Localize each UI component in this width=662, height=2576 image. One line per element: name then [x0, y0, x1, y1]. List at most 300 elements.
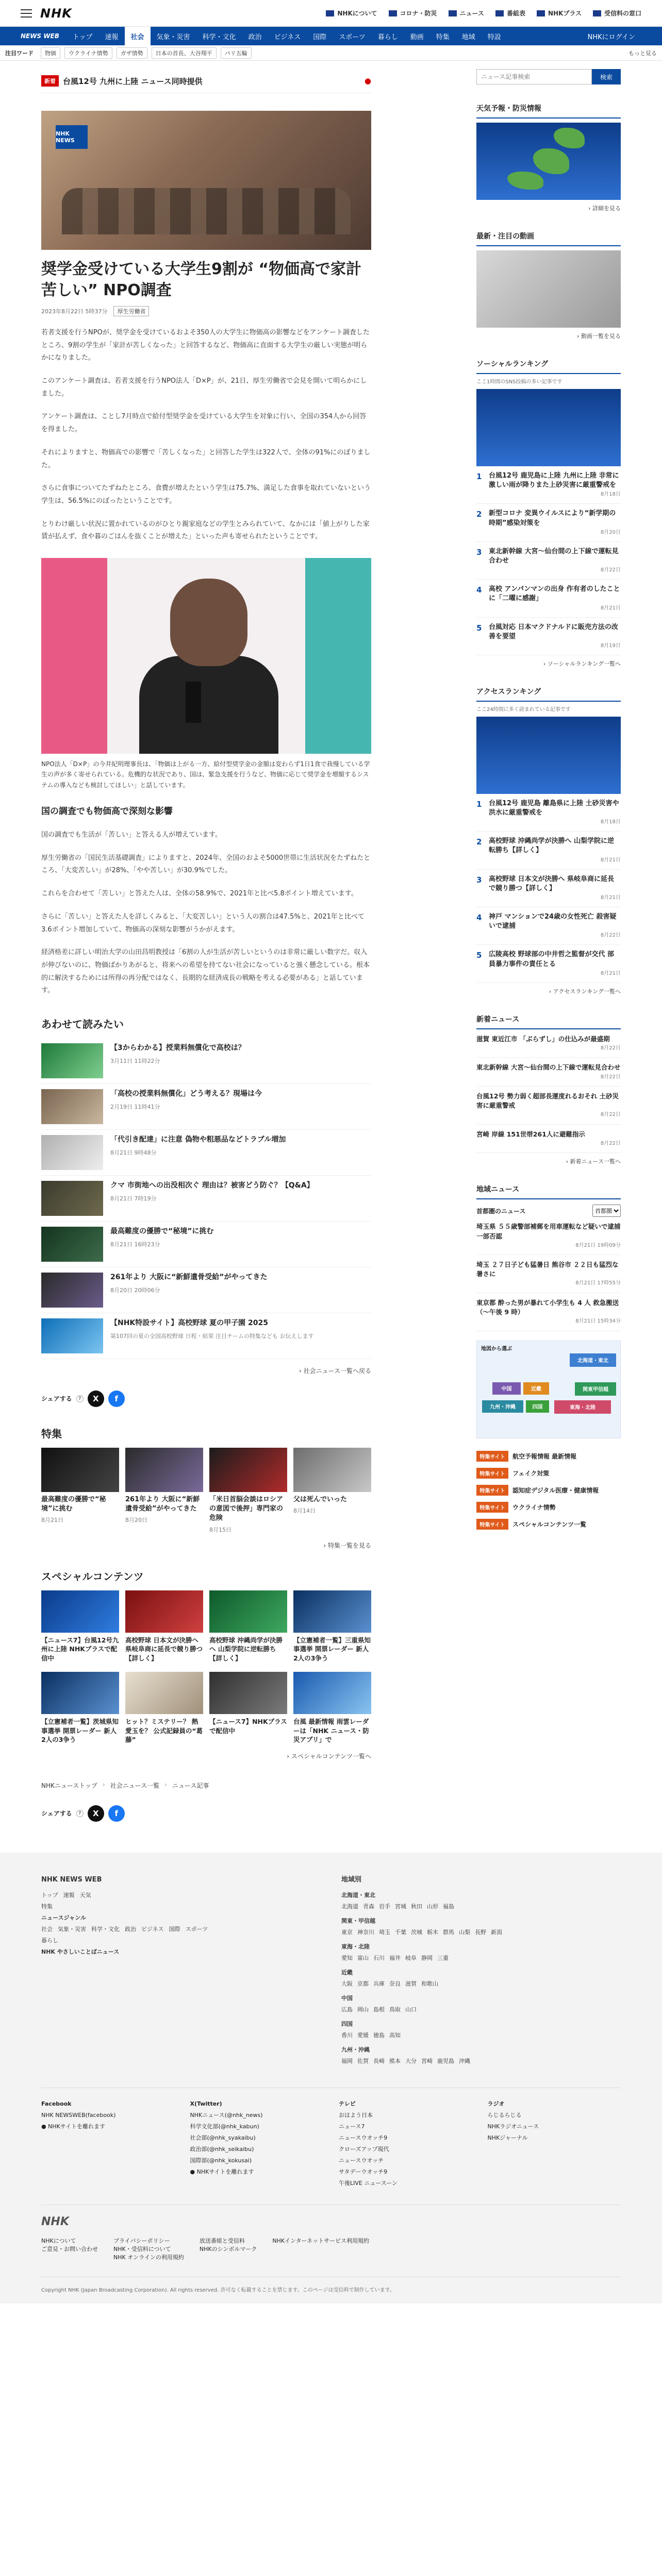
footer-link[interactable]: NHKインターネットサービス利用規約: [272, 2237, 370, 2244]
nav-item-flash[interactable]: 速報: [105, 33, 119, 41]
footer-link[interactable]: 福島: [443, 1903, 454, 1910]
rank-number: 2: [476, 837, 482, 847]
ranking-item[interactable]: 3 高校野球 日本文が決勝へ 県岐阜商に延長で競り勝つ【詳しく】 8月21日: [476, 870, 621, 907]
footer-link[interactable]: ニュース7: [339, 2123, 365, 2130]
footer-link[interactable]: 特集: [41, 1903, 53, 1910]
feature-item[interactable]: [41, 1448, 119, 1534]
footer-row: [41, 1890, 321, 1901]
ranking-item[interactable]: 3 東北新幹線 大宮〜仙台間の上下線で運転見合わせ 8月22日: [476, 542, 621, 580]
footer-note: ● NHKサイトを離れます: [41, 2123, 106, 2130]
footer-link[interactable]: 愛知: [341, 1954, 353, 1961]
header-link-plus[interactable]: NHKプラス: [537, 9, 582, 18]
footer-link[interactable]: 国際部(@nhk_kokusai): [190, 2157, 252, 2164]
article-paragraph: 国の調査でも生活が「苦しい」と答える人が増えています。: [41, 831, 222, 839]
footer-subheading: X(Twitter): [190, 2100, 222, 2107]
special-item[interactable]: [209, 1672, 287, 1744]
footer-link[interactable]: 群馬: [443, 1928, 454, 1936]
rank-number: 1: [476, 799, 482, 809]
site-banner[interactable]: 特集サイト ウクライナ情勢: [476, 1502, 621, 1513]
related-title: 【NHK特設サイト】高校野球 夏の甲子園 2025: [110, 1318, 269, 1327]
footer-link[interactable]: 高知: [389, 2031, 401, 2039]
related-thumb: [41, 1089, 103, 1124]
new-news-more-link[interactable]: › 新着ニュース一覧へ: [566, 1158, 621, 1165]
copyright: Copyright NHK (Japan Broadcasting Corporation). All rights reserved. 許可なく転載することを禁じます。このページは受信料で制作しています。: [41, 2277, 621, 2293]
footer-link[interactable]: 新潟: [491, 1928, 502, 1936]
footer-link[interactable]: 徳島: [373, 2031, 385, 2039]
article-hero-image: [41, 111, 371, 250]
article-paragraph: アンケート調査は、ことし7月時点で給付型奨学金を受けている大学生を対象に行い、全国の354人から回答を得ました。: [41, 413, 367, 434]
nav-item-politics[interactable]: 政治: [248, 33, 262, 41]
footer-subheading: ニュースジャンル: [41, 1914, 86, 1921]
specials-more-link[interactable]: › スペシャルコンテンツ一覧へ: [287, 1752, 371, 1760]
nav-item-life[interactable]: 暮らし: [377, 33, 398, 41]
footer-link[interactable]: NHKニュース(@nhk_news): [190, 2111, 263, 2119]
features-heading: 特集: [41, 1427, 62, 1440]
footer-link[interactable]: 静岡: [421, 1954, 433, 1961]
related-thumb: [41, 1135, 103, 1170]
article-paragraph: それによりますと、物価高での影響で「苦しくなった」と回答した学生は322人で、全体の91%にのぼりました。: [41, 448, 371, 469]
related-item[interactable]: [41, 1084, 371, 1130]
breaking-news-bar[interactable]: [41, 69, 371, 93]
search-button[interactable]: 検索: [592, 69, 621, 84]
article-subheading: 国の調査でも物価高で深刻な影響: [41, 806, 173, 817]
header-link-schedule[interactable]: 番組表: [495, 9, 525, 18]
footer-region: 東海・北陸: [341, 1943, 370, 1950]
footer-link[interactable]: ニュースウオッチ: [339, 2157, 384, 2164]
social-ranking-sub: ここ1時間のSNS投稿の多い記事です: [476, 379, 562, 385]
footer-link[interactable]: 気象・災害: [58, 1925, 86, 1933]
special-title: 【立憲補者一覧】三重県知事選挙 開票レーダー 新人2人の3争う: [293, 1636, 371, 1662]
nav-item-business[interactable]: ビジネス: [274, 33, 301, 41]
fee-icon: [593, 10, 601, 16]
nav-item-weather[interactable]: 気象・災害: [156, 33, 190, 41]
social-ranking-list: [476, 466, 621, 655]
breaking-badge: 新着: [41, 75, 59, 87]
help-icon[interactable]: ?: [76, 1395, 84, 1402]
rank-number: 3: [476, 547, 482, 557]
topic-tag[interactable]: パリ五輪: [221, 47, 252, 59]
main-column: [41, 69, 371, 1822]
news-item[interactable]: 滋賀 東近江市 「ぶらずし」の仕込みが最盛期 8月22日: [476, 1029, 621, 1058]
area-tokai-hokuriku[interactable]: 東海・北陸: [554, 1400, 611, 1414]
footer-link[interactable]: サタデーウオッチ9: [339, 2168, 388, 2175]
nav-item-video[interactable]: 動画: [410, 33, 424, 41]
sidebar: [476, 69, 621, 1822]
footer-sub-col: [339, 2098, 472, 2189]
news-item[interactable]: 台風12号 勢力弱く超部長運度れるおそれ 土砂災害に厳重警戒 8月22日: [476, 1087, 621, 1125]
article-paragraph: とりわけ厳しい状況に置かれているのがひとり親家庭などの学生とみられていて、なかには「値上がりした家賃が払えず、食や暮のごはんを抜くことが増えた」といった声も寄せられたということです。: [41, 520, 370, 541]
footer-link[interactable]: 島根: [373, 2006, 385, 2013]
news-item[interactable]: 埼玉県 ５５歳警部補郵を用車運転など疑いで逮捕 一部否認 8月21日 19時09分: [476, 1217, 621, 1255]
footer-link[interactable]: 鹿児島: [437, 2057, 454, 2064]
search-box: [476, 69, 621, 84]
footer-link[interactable]: 長崎: [373, 2057, 385, 2064]
footer-link[interactable]: 東京: [341, 1928, 353, 1936]
footer-link[interactable]: 福井: [389, 1954, 401, 1961]
news-item[interactable]: 埼玉 ２７日子ども猛暑日 熊谷市 ２２日も猛烈な暑さに 8月21日 17時55分: [476, 1255, 621, 1293]
footer-note: ● NHKサイトを離れます: [190, 2168, 254, 2175]
map-land-shape: [533, 148, 569, 174]
ranking-item[interactable]: 2 新型コロナ 変異ウイルスにより“新学期の時期”感染対策を 8月20日: [476, 504, 621, 541]
special-thumb: [209, 1672, 287, 1714]
latest-video-thumb[interactable]: [476, 250, 621, 328]
special-item[interactable]: [41, 1672, 119, 1744]
special-thumb: [209, 1590, 287, 1633]
local-region-select[interactable]: [592, 1205, 621, 1217]
footer-link[interactable]: 香川: [341, 2031, 353, 2039]
footer-region: 四国: [341, 2020, 353, 2027]
footer-link[interactable]: 滋賀: [405, 1980, 417, 1987]
footer-pref-row: [341, 2030, 621, 2041]
x-share-icon[interactable]: X: [88, 1391, 104, 1407]
footer-link[interactable]: トップ: [41, 1891, 58, 1899]
nav-item-sports[interactable]: スポーツ: [339, 33, 366, 41]
footer-pref-row: [341, 1927, 621, 1938]
footer-link[interactable]: 暮らし: [41, 1937, 58, 1944]
special-item[interactable]: [293, 1672, 371, 1744]
social-ranking-more-link[interactable]: › ソーシャルランキング一覧へ: [543, 660, 621, 667]
footer-sub-col: [488, 2098, 621, 2189]
breadcrumb-item[interactable]: NHKニューストップ: [41, 1782, 97, 1789]
topic-tag[interactable]: 物価: [41, 47, 60, 59]
features-more-link[interactable]: › 特集一覧を見る: [323, 1541, 371, 1549]
share-label: シェアする: [41, 1810, 72, 1818]
footer-link[interactable]: 放送番組と受信料: [199, 2237, 245, 2244]
related-item[interactable]: [41, 1267, 371, 1313]
footer-link[interactable]: 石川: [373, 1954, 385, 1961]
share-label: シェアする: [41, 1395, 72, 1403]
article-title: 奨学金受けている大学生9割が “物価高で家計苦しい” NPO調査: [41, 260, 362, 299]
footer: [0, 1853, 662, 2303]
footer-link[interactable]: 愛媛: [357, 2031, 369, 2039]
site-banner[interactable]: 特集サイト 航空予報情報 最新情報: [476, 1451, 621, 1462]
menu-icon[interactable]: [21, 9, 32, 18]
footer-link[interactable]: 山口: [405, 2006, 417, 2013]
feature-date: 8月20日: [125, 1517, 147, 1524]
area-chugoku[interactable]: 中国: [492, 1382, 521, 1395]
ranking-item[interactable]: 4 高校 アンパンマンの出身 作有者のしたことに「二曜に感謝」 8月21日: [476, 580, 621, 617]
related-item[interactable]: [41, 1313, 371, 1359]
search-input[interactable]: [476, 69, 592, 84]
related-thumb: [41, 1181, 103, 1216]
footer-link[interactable]: NHKについて: [41, 2237, 76, 2244]
special-title: 高校野球 日本文が決勝へ 県岐阜商に延長で競り勝つ【詳しく】: [125, 1636, 203, 1662]
footer-link[interactable]: NHK NEWSWEB(facebook): [41, 2111, 116, 2119]
footer-link[interactable]: 山形: [427, 1903, 438, 1910]
weather-map[interactable]: [476, 123, 621, 200]
special-item[interactable]: [125, 1590, 203, 1663]
footer-link[interactable]: 午後LIVE ニュースーン: [339, 2179, 398, 2187]
topic-words: [0, 45, 662, 61]
ranking-item[interactable]: 1 台風12号 鹿児島 離島県に上陸 土砂災害や洪水に厳重警戒を 8月18日: [476, 794, 621, 832]
footer-link[interactable]: NHK オンラインの利用規約: [113, 2253, 184, 2261]
nhk-news-badge: NHK NEWS: [56, 125, 88, 149]
ranking-item[interactable]: 5 台風対応 日本マクドナルドに販売方法の改善を要望 8月19日: [476, 618, 621, 655]
access-ranking-heading: アクセスランキング: [476, 686, 621, 702]
footer-subheading: テレビ: [339, 2100, 356, 2107]
footer-pref-row: [341, 1953, 621, 1964]
footer-link[interactable]: 宮崎: [421, 2057, 433, 2064]
nav-brand[interactable]: NEWS WEB: [21, 32, 59, 40]
footer-link[interactable]: 三重: [437, 1954, 449, 1961]
feature-title: 最高難度の優勝で“秘境”に挑む: [41, 1495, 106, 1513]
footer-link[interactable]: 秋田: [411, 1903, 422, 1910]
special-title: 台風 最新情報 雨雲レーダーは「NHK ニュース・防災アプリ」で: [293, 1718, 369, 1744]
specials-heading: スペシャルコンテンツ: [41, 1570, 144, 1583]
footer-bottom: [41, 2205, 621, 2293]
latest-video-more-link[interactable]: › 動画一覧を見る: [577, 333, 621, 340]
site-banner[interactable]: 特集サイト フェイク対策: [476, 1468, 621, 1479]
features-grid: [41, 1448, 371, 1534]
news-item[interactable]: 東京都 酔った男が暴れて小学生も 4 人 救急搬送（〜午後 9 時） 8月21日 15時34分: [476, 1293, 621, 1331]
news-item[interactable]: 東北新幹線 大宮〜仙台間の上下線で運転見合わせ 8月22日: [476, 1058, 621, 1087]
footer-link[interactable]: 国際: [169, 1925, 180, 1933]
footer-link[interactable]: プライバシーポリシー: [113, 2237, 170, 2244]
ranking-item[interactable]: 4 神戸 マンションで24歳の女性死亡 殺害疑いで逮捕 8月22日: [476, 907, 621, 945]
related-more-link[interactable]: › 社会ニュース一覧へ戻る: [299, 1367, 371, 1375]
footer-nhk-logo[interactable]: NHK: [41, 2215, 69, 2228]
nav-item-top[interactable]: トップ: [72, 33, 93, 41]
footer-link[interactable]: 千葉: [395, 1928, 406, 1936]
special-title: 【ニュース7】台風12号九州に上陸 NHKプラスで配信中: [41, 1636, 119, 1662]
footer-link[interactable]: 政治: [125, 1925, 136, 1933]
footer-link[interactable]: 佐賀: [357, 2057, 369, 2064]
footer-link[interactable]: 政治部(@nhk_seikaibu): [190, 2145, 254, 2153]
related-item[interactable]: [41, 1130, 371, 1176]
site-banner[interactable]: 特集サイト スペシャルコンテンツ一覧: [476, 1519, 621, 1530]
special-item[interactable]: [293, 1590, 371, 1663]
footer-link[interactable]: 奈良: [389, 1980, 401, 1987]
nav-item-science[interactable]: 科学・文化: [202, 33, 236, 41]
ranking-item[interactable]: 5 広陵高校 野球部の中井哲之監督が交代 部員暴力事件の責任とる 8月21日: [476, 945, 621, 982]
footer-sub-col: [190, 2098, 324, 2189]
breadcrumb-item[interactable]: 社会ニュース一覧: [110, 1782, 160, 1789]
footer-link[interactable]: 山梨: [459, 1928, 470, 1936]
login-link[interactable]: NHKにログイン: [587, 33, 635, 41]
related-title: 【3からわかる】授業料無償化で高校は？: [110, 1043, 245, 1052]
ranking-item[interactable]: 2 高校野球 沖縄尚学が決勝へ 山梨学院に逆転勝ち【詳しく】 8月21日: [476, 832, 621, 869]
footer-link[interactable]: 熊本: [389, 2057, 401, 2064]
disaster-icon: [389, 10, 397, 16]
special-item[interactable]: [41, 1590, 119, 1663]
footer-link[interactable]: ニュースウオッチ9: [339, 2134, 388, 2141]
footer-link[interactable]: スポーツ: [185, 1925, 208, 1933]
special-item[interactable]: [209, 1590, 287, 1663]
related-title: 261年より 大阪に“新鮮遺骨受給”がやってきた: [110, 1273, 268, 1281]
footer-link[interactable]: ビジネス: [141, 1925, 164, 1933]
nav-item-local[interactable]: 地域: [461, 33, 475, 41]
footer-link[interactable]: 科学文化部(@nhk_kabun): [190, 2123, 259, 2130]
breaking-text: 台風12号 九州に上陸 ニュース同時提供: [63, 76, 203, 86]
footer-link[interactable]: 科学・文化: [91, 1925, 120, 1933]
footer-link[interactable]: 長野: [475, 1928, 486, 1936]
footer-row: [41, 1924, 321, 1935]
footer-link[interactable]: 神奈川: [357, 1928, 374, 1936]
footer-link[interactable]: 兵庫: [373, 1980, 385, 1987]
topic-tag[interactable]: ウクライナ情勢: [64, 47, 112, 59]
footer-link[interactable]: NHK やさしいことばニュース: [41, 1948, 120, 1955]
topic-more-link[interactable]: もっと見る: [628, 49, 657, 57]
footer-link[interactable]: 青森: [363, 1903, 374, 1910]
footer-link[interactable]: クローズアップ現代: [339, 2145, 389, 2153]
header-link-news[interactable]: ニュース: [449, 9, 484, 18]
topic-tag[interactable]: 日本の首長、大谷翔平: [152, 47, 217, 59]
special-item[interactable]: [125, 1672, 203, 1744]
content-wrap: [41, 61, 621, 1822]
footer-link[interactable]: NHKのシンボルマーク: [199, 2245, 257, 2252]
related-date: 8月21日 7時19分: [110, 1195, 157, 1202]
related-thumb: [41, 1043, 103, 1078]
rank-number: 3: [476, 875, 482, 885]
feature-title: 261年より 大阪に“新鮮遺骨受給”がやってきた: [125, 1495, 200, 1513]
feature-item[interactable]: [125, 1448, 203, 1534]
footer-link[interactable]: 富山: [357, 1954, 369, 1961]
nav-item-special[interactable]: 特設: [487, 33, 501, 41]
footer-link[interactable]: 沖縄: [459, 2057, 470, 2064]
footer-link[interactable]: 埼玉: [379, 1928, 390, 1936]
article-paragraph: このアンケート調査は、若者支援を行うNPO法人「D×P」が、21日、厚生労働省で会見を開いて明らかにしました。: [41, 377, 367, 398]
footer-link[interactable]: 京都: [357, 1980, 369, 1987]
access-ranking-list: [476, 794, 621, 983]
feature-date: 8月15日: [209, 1526, 231, 1533]
x-share-icon[interactable]: X: [88, 1805, 104, 1822]
nav-item-feature[interactable]: 特集: [436, 33, 450, 41]
footer-region: 九州・沖縄: [341, 2046, 370, 2053]
footer-link[interactable]: 大分: [405, 2057, 417, 2064]
footer-link[interactable]: 栃木: [427, 1928, 438, 1936]
access-ranking-image: [476, 717, 621, 794]
footer-link[interactable]: 北海道: [341, 1903, 358, 1910]
footer-link[interactable]: 社会部(@nhk_syakaibu): [190, 2134, 256, 2141]
footer-link[interactable]: 福岡: [341, 2057, 353, 2064]
topic-tag[interactable]: ガザ情勢: [117, 47, 147, 59]
area-shikoku[interactable]: 四国: [526, 1400, 549, 1413]
footer-link[interactable]: NHKラジオニュース: [487, 2123, 539, 2130]
ranking-item[interactable]: 1 台風12号 鹿児島に上陸 九州に上陸 非常に激しい雨が降りまた上砂災害に厳重警戒を 8月18日: [476, 466, 621, 504]
footer-link[interactable]: 岩手: [379, 1903, 390, 1910]
footer-link[interactable]: 岐阜: [405, 1954, 417, 1961]
header-link-about[interactable]: NHKについて: [326, 9, 377, 18]
footer-link[interactable]: らじるらじる: [487, 2111, 522, 2119]
article-category[interactable]: 厚生労働省: [113, 306, 149, 316]
area-hokkaido-tohoku[interactable]: 北海道・東北: [570, 1353, 616, 1367]
feature-title: 父は死んでいった: [293, 1495, 347, 1503]
feature-item[interactable]: [209, 1448, 287, 1534]
article-meta: [41, 306, 371, 316]
footer-social: [41, 2088, 621, 2189]
site-banner[interactable]: 特集サイト 認知症デジタル医療・健康情報: [476, 1485, 621, 1496]
area-kinki[interactable]: 近畿: [523, 1382, 549, 1395]
footer-link[interactable]: NHK・受信料について: [113, 2245, 171, 2252]
related-item[interactable]: [41, 1176, 371, 1222]
footer-sub-col: [41, 2098, 175, 2189]
plus-icon: [537, 10, 545, 16]
area-kanto[interactable]: 関東甲信越: [575, 1382, 616, 1396]
related-item[interactable]: [41, 1222, 371, 1267]
area-kyushu-okinawa[interactable]: 九州・沖縄: [482, 1400, 523, 1413]
breadcrumb-separator-icon: ›: [102, 1781, 105, 1788]
access-ranking-more-link[interactable]: › アクセスランキング一覧へ: [549, 988, 621, 995]
footer-link[interactable]: NHKジャーナル: [487, 2134, 528, 2141]
press-conference-image: [41, 558, 371, 754]
header-link-disaster[interactable]: コロナ・防災: [389, 9, 437, 18]
social-ranking-image: [476, 389, 621, 466]
footer-link[interactable]: 天気: [79, 1891, 91, 1899]
weather-heading: 天気予報・防災情報: [476, 103, 621, 118]
rank-number: 4: [476, 913, 482, 922]
article-paragraph: さらに食事についてたずねたところ、食費が増えたという学生は75.7%、満足した食事を取れていないという学生は、56.5%にのぼったということです。: [41, 484, 371, 505]
new-news-heading: 新着ニュース: [476, 1014, 621, 1029]
article-paragraph: 経済格差に詳しい明治大学の山田昌明教授は「6割の人が生活が苦しいというのは非常に厳しい数字だ。収入が伸びないのに、物価ばかりあがると、将来への希望を持てない社会になっていると強く懸念している。根本的に解決するためには所得の再分配ではなく、長期的な経済成長の戦略を考える必要がある」と話しています。: [41, 948, 370, 995]
nhk-logo[interactable]: NHK: [40, 6, 72, 21]
related-title: 「高校の授業料無償化」どう考える？現場は今: [110, 1089, 262, 1098]
schedule-icon: [495, 10, 504, 16]
rank-number: 2: [476, 510, 482, 519]
footer-news-column: [41, 1873, 321, 2067]
footer-link[interactable]: 速報: [63, 1891, 75, 1899]
footer-region-column: [341, 1873, 621, 2067]
map-land-shape: [507, 172, 543, 190]
footer-region: 近畿: [341, 1969, 353, 1976]
feature-date: 8月14日: [293, 1507, 316, 1515]
footer-region: 関東・甲信越: [341, 1917, 375, 1924]
speaker-face-shape: [170, 579, 247, 666]
related-thumb: [41, 1318, 103, 1353]
footer-link[interactable]: 宮城: [395, 1903, 406, 1910]
footer-link[interactable]: 広島: [341, 2006, 353, 2013]
breadcrumb-separator-icon: ›: [164, 1781, 167, 1788]
header-link-fee[interactable]: 受信料の窓口: [593, 9, 641, 18]
footer-region: 中国: [341, 1994, 353, 2002]
footer-link[interactable]: 和歌山: [421, 1980, 438, 1987]
nav-item-international[interactable]: 国際: [313, 33, 327, 41]
footer-link[interactable]: おはよう日本: [339, 2111, 373, 2119]
feature-item[interactable]: [293, 1448, 371, 1534]
site-banners: [476, 1451, 621, 1530]
related-date: 第107回の夏の全国高校野球 日程・結果 注目チームの特集なども お伝えします: [110, 1332, 314, 1340]
related-item[interactable]: [41, 1038, 371, 1084]
footer-link[interactable]: 社会: [41, 1925, 53, 1933]
footer-pref-row: [341, 2056, 621, 2067]
footer-link[interactable]: 鳥取: [389, 2006, 401, 2013]
related-thumb: [41, 1273, 103, 1308]
facebook-share-icon[interactable]: f: [108, 1805, 125, 1822]
help-icon[interactable]: ?: [76, 1810, 84, 1817]
local-region-title: 首都圏のニュース: [476, 1207, 526, 1215]
breadcrumb: [41, 1781, 371, 1790]
related-heading: あわせて読みたい: [41, 1018, 124, 1030]
related-title: 「代引き配達」に注意 偽物や粗悪品などトラブル増加: [110, 1135, 286, 1144]
article-paragraph: 若者支援を行うNPOが、奨学金を受けているおよそ350人の大学生に物価高の影響などをアンケート調査したところ、9割の学生が「家計が苦しくなった」と回答するなど、物価高に直面する大学生の厳しい実態が明らかになりました。: [41, 329, 370, 362]
local-region-row: [476, 1205, 621, 1217]
footer-link[interactable]: 岡山: [357, 2006, 369, 2013]
footer-row: [41, 1935, 321, 1946]
footer-pref-row: [341, 1978, 621, 1990]
special-thumb: [293, 1590, 371, 1633]
weather-more-link[interactable]: › 詳細を見る: [588, 205, 621, 212]
nav-item-society[interactable]: 社会: [125, 27, 151, 45]
news-item[interactable]: 宮崎 岸線 151世帯261人に避難指示 8月22日: [476, 1125, 621, 1154]
footer-link[interactable]: ご意見・お問い合わせ: [41, 2245, 98, 2252]
facebook-share-icon[interactable]: f: [108, 1391, 125, 1407]
rank-number: 1: [476, 472, 482, 481]
footer-pref-row: [341, 2004, 621, 2015]
local-news-heading: 地域ニュース: [476, 1184, 621, 1199]
feature-date: 8月21日: [41, 1517, 63, 1524]
footer-link[interactable]: 大阪: [341, 1980, 353, 1987]
footer-link[interactable]: 茨城: [411, 1928, 422, 1936]
footer-row: [41, 1912, 321, 1924]
